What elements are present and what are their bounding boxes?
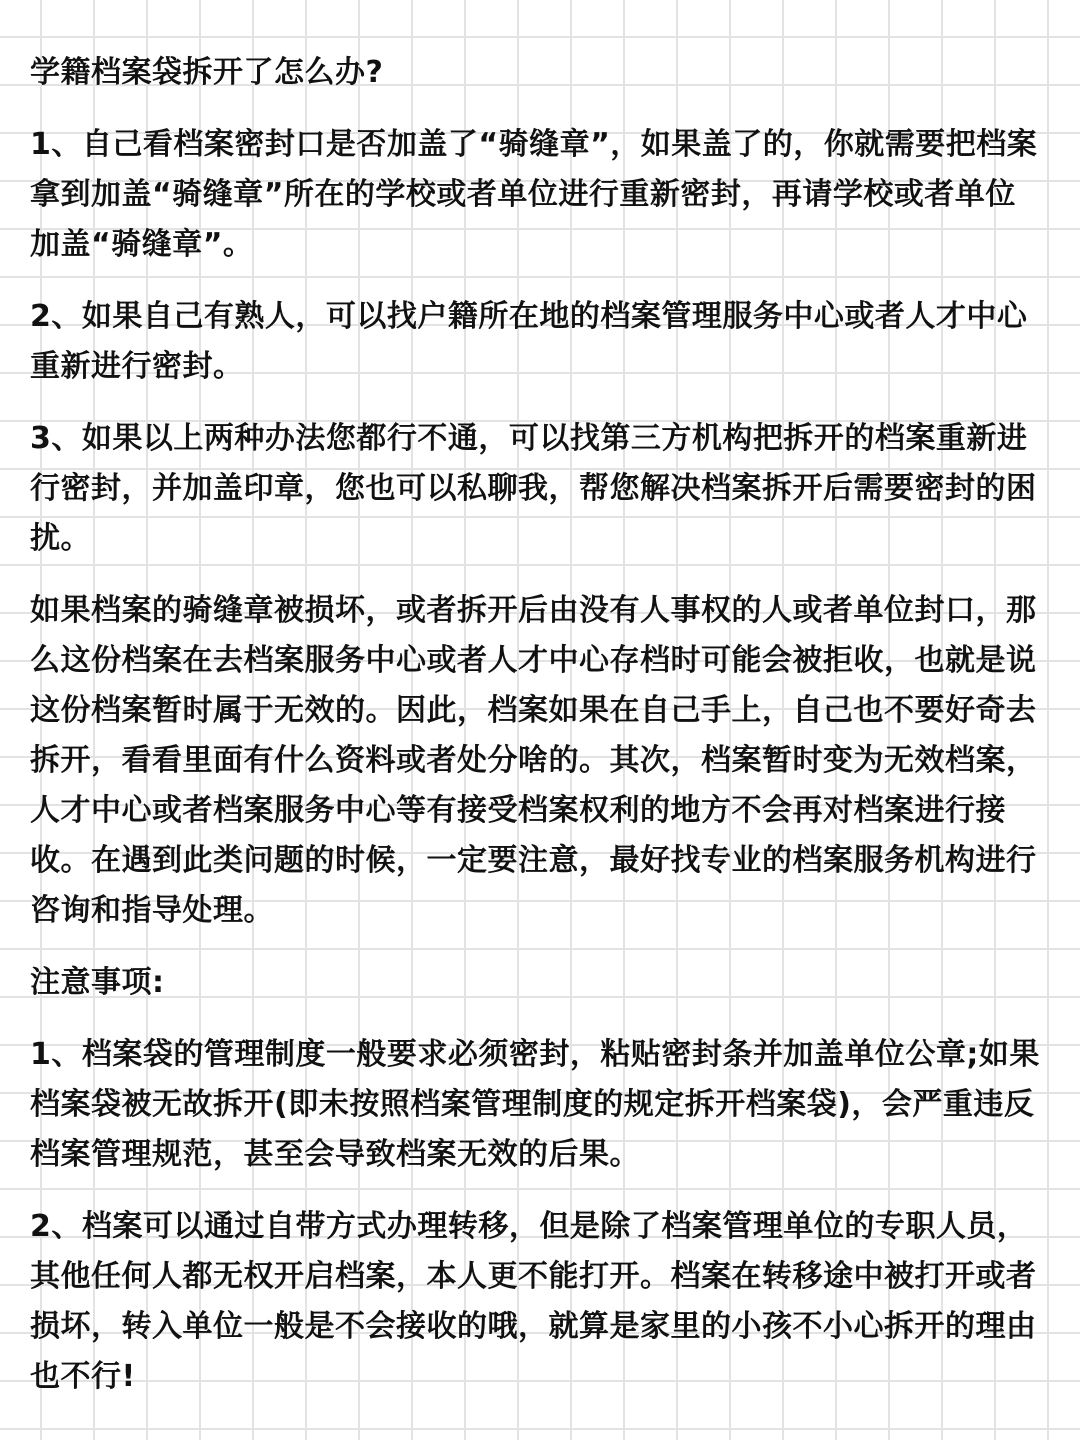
page-title: 学籍档案袋拆开了怎么办? [30, 55, 384, 90]
paragraph-solution-2: 2、如果自己有熟人，可以找户籍所在地的档案管理服务中心或者人才中心重新进行密封。 [30, 299, 1028, 384]
paragraph-explanation: 如果档案的骑缝章被损坏，或者拆开后由没有人事权的人或者单位封口，那么这份档案在去档案服务中心或者人才中心存档时可能会被拒收，也就是说这份档案暂时属于无效的。因此，档案如果在自己手上，自己也不要好奇去拆开，看看里面有什么资料或者处分啥的。其次，档案暂时变为无效档案，人才中心或者档案服务中心等有接受档案权利的地方不会再对档案进行接收。在遇到此类问题的时候，一定要注意，最好找专业的档案服务机构进行咨询和指导处理。 [30, 593, 1037, 928]
paragraph-solution-3: 3、如果以上两种办法您都行不通，可以找第三方机构把拆开的档案重新进行密封，并加盖印章，您也可以私聊我，帮您解决档案拆开后需要密封的困扰。 [30, 421, 1037, 556]
note-item-2: 2、档案可以通过自带方式办理转移，但是除了档案管理单位的专职人员，其他任何人都无权开启档案，本人更不能打开。档案在转移途中被打开或者损坏，转入单位一般是不会接收的哦，就算是家里的小孩不小心拆开的理由也不行! [30, 1209, 1037, 1394]
note-item-1: 1、档案袋的管理制度一般要求必须密封，粘贴密封条并加盖单位公章;如果档案袋被无故拆开(即未按照档案管理制度的规定拆开档案袋)，会严重违反档案管理规范，甚至会导致档案无效的后果。 [30, 1037, 1040, 1172]
notes-heading: 注意事项: [30, 965, 165, 1000]
paragraph-solution-1: 1、自己看档案密封口是否加盖了“骑缝章”，如果盖了的，你就需要把档案拿到加盖“骑缝章”所在的学校或者单位进行重新密封，再请学校或者单位加盖“骑缝章”。 [30, 127, 1038, 262]
